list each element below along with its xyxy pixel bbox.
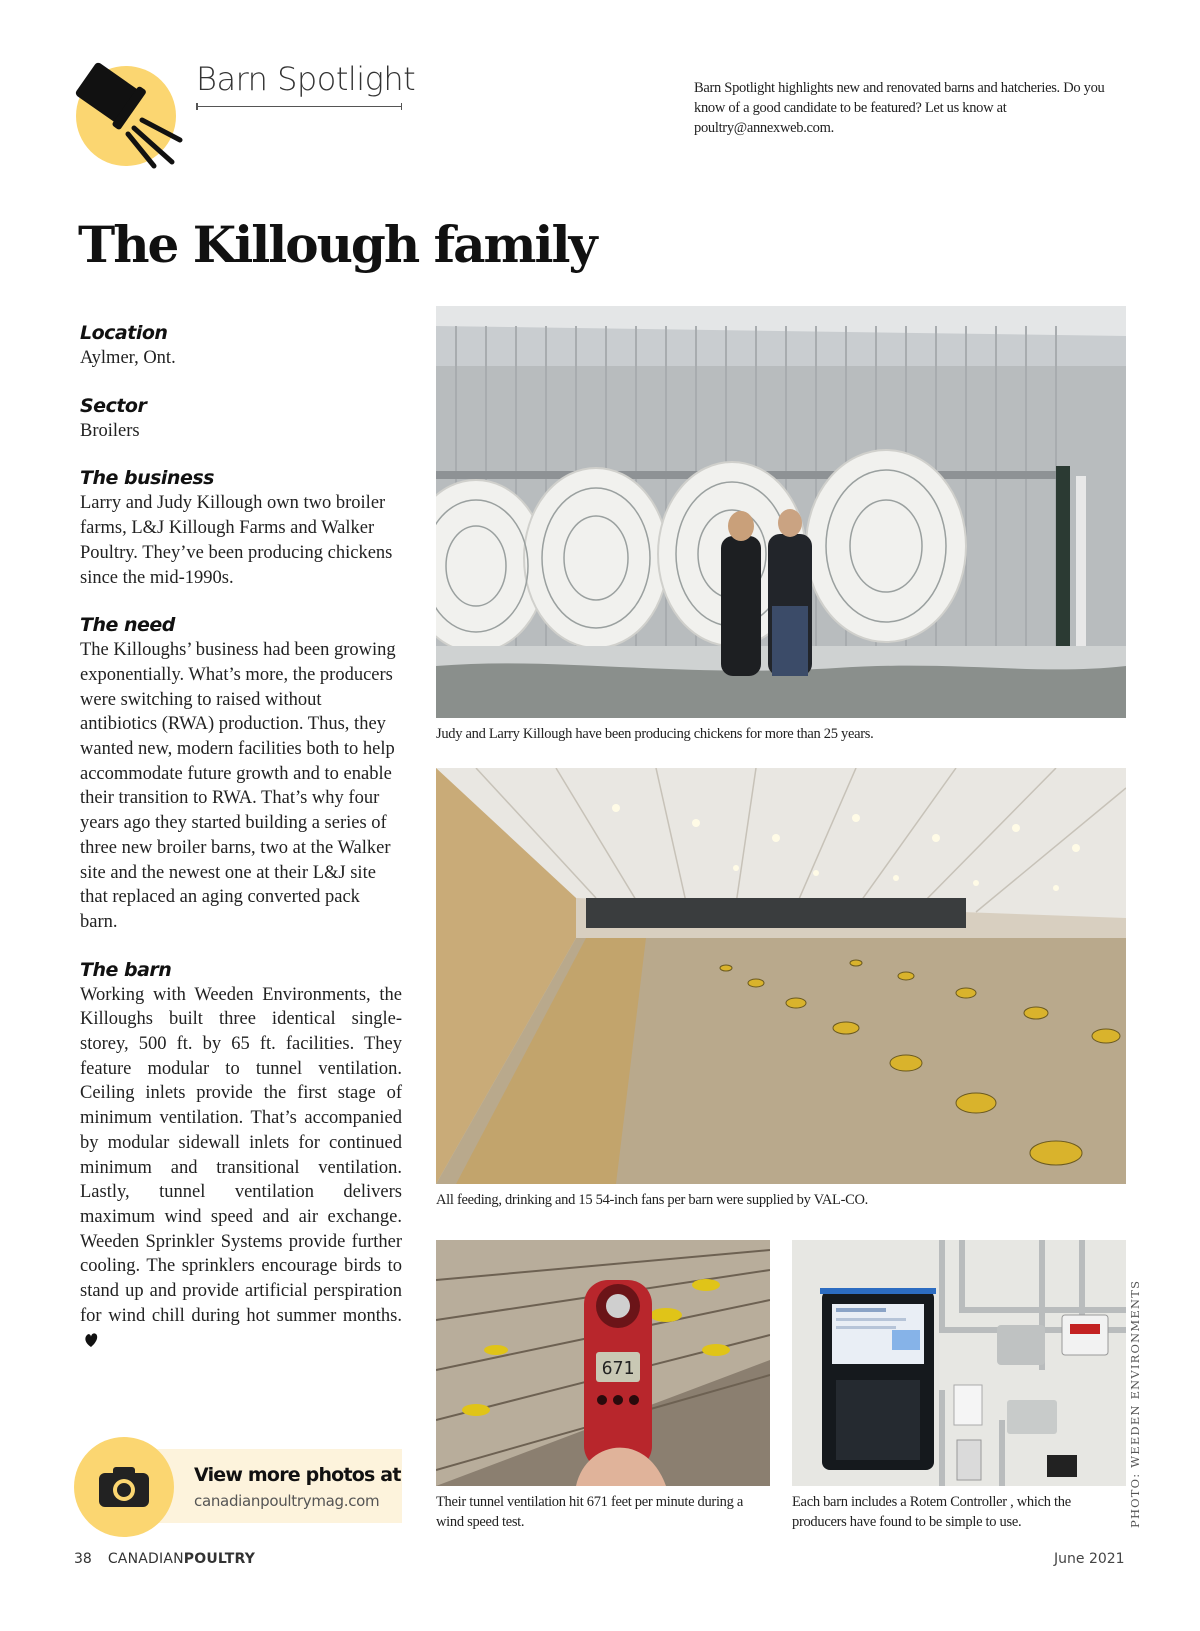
magazine-bold: POULTRY [183,1551,256,1567]
fact-body: Broilers [80,420,140,441]
promo-title: View more photos at [194,1464,401,1486]
section-blurb: Barn Spotlight highlights new and renovated barns and hatcheries. Do you know of a good candidate to be featured? Let us know at poultry@annexweb.com. [694,80,1105,136]
fact-body: The Killoughs’ business had been growing exponentially. What’s more, the producers were switching to raised without antibiotics (RWA) production. Thus, they wanted new, modern facilities both to help accommodate future growth and to enable their transition to RWA. That’s why four years ago they started building a series of three new broiler barns, two at the Walker site and the newest one at their L&J site that replaced an aging converted pack barn. [80,640,396,932]
fact-body: Aylmer, Ont. [80,348,176,368]
photo-barn-exterior [436,306,1126,718]
fact-heading: The need [80,614,175,637]
end-mark-icon [84,1332,98,1348]
fact-need [80,612,402,934]
magazine-prefix: CANADIAN [107,1551,184,1567]
fact-heading: Sector [80,394,147,417]
fact-heading: The business [80,467,214,490]
camera-icon [97,1465,151,1509]
fact-business [80,465,402,590]
footer-left [74,1551,255,1567]
section-rule [196,106,402,107]
photo-caption: All feeding, drinking and 15 54-inch fans per barn were supplied by VAL-CO. [436,1192,869,1208]
fact-heading: The barn [80,958,172,981]
photo-barn-interior [436,768,1126,1184]
fact-body [80,983,402,1354]
fact-sector [80,393,402,444]
meter-reading: 671 [601,1358,635,1379]
article-title: The Killough family [78,215,596,274]
fact-location [80,320,402,371]
fact-barn [80,957,402,1354]
photo-credit: PHOTO: WEEDEN ENVIRONMENTS [1128,1279,1142,1528]
promo-url[interactable]: canadianpoultrymag.com [194,1492,380,1510]
page-number: 38 [74,1551,92,1567]
issue-date: June 2021 [1054,1551,1125,1567]
barn-text: Working with Weeden Environments, the Killoughs built three identical single-storey, 500 ft. by 65 ft. facilities. They feature modular to tunnel ventilation. Ceiling inlets provide the first stage of minimum ventilation. That’s accompanied by modular sidewall inlets for continued minimum and transitional ventilation. Lastly, tunnel ventilation delivers maximum wind speed and air exchange. Weeden Sprinkler Systems provide further cooling. The sprinklers encourage birds to stand up and provide artificial perspiration for wind chill during hot summer months. [80,984,402,1326]
spotlight-icon [72,58,190,170]
fact-body: Larry and Judy Killough own two broiler farms, L&J Killough Farms and Walker Poultry. They’ve been producing chickens since the mid-1990s. [80,493,393,588]
section-label: Barn Spotlight [196,60,416,98]
promo-circle [74,1437,174,1537]
photo-controller [792,1240,1126,1486]
photo-caption: Judy and Larry Killough have been producing chickens for more than 25 years. [436,726,874,742]
photo-wind-meter [436,1240,770,1486]
magazine-name [108,1551,255,1567]
fact-heading: Location [80,322,168,344]
view-more-photos-promo[interactable] [74,1437,402,1537]
photo-caption: Each barn includes a Rotem Controller , which the producers have found to be simple to use. [792,1494,1071,1530]
fact-sidebar [80,320,402,1375]
photo-caption: Their tunnel ventilation hit 671 feet per minute during a wind speed test. [436,1494,744,1530]
